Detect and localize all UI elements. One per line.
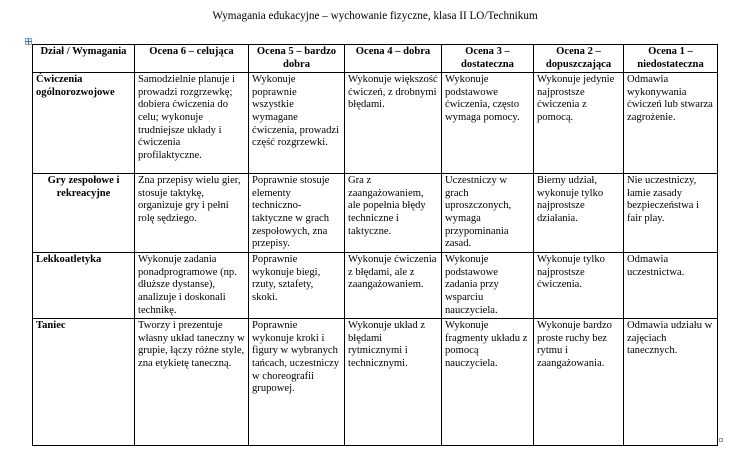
table-row	[33, 73, 718, 174]
table-cell: Wykonuje poprawnie wszystkie wymagane ćwiczenia, prowadzi część rozgrzewki.	[249, 73, 345, 174]
table-cell: Wykonuje większość ćwiczeń, z drobnymi błędami.	[345, 73, 442, 174]
document-title: Wymagania edukacyjne – wychowanie fizyczne, klasa II LO/Technikum	[212, 10, 538, 22]
table-cell: Wykonuje podstawowe zadania przy wsparciu nauczyciela.	[442, 253, 534, 319]
table-row	[33, 319, 718, 446]
header-cell: Ocena 2 – dopuszczająca	[534, 45, 624, 73]
table-cell: Gra z zaangażowaniem, ale popełnia błędy techniczne i taktyczne.	[345, 174, 442, 253]
table-cell: Wykonuje ćwiczenia z błędami, ale z zaangażowaniem.	[345, 253, 442, 319]
table-move-handle-icon[interactable]	[25, 38, 32, 45]
table-cell: Poprawnie wykonuje biegi, rzuty, sztafety, skoki.	[249, 253, 345, 319]
header-cell: Ocena 1 – niedostateczna	[624, 45, 718, 73]
table-cell: Zna przepisy wielu gier, stosuje taktykę, organizuje gry i pełni rolę sędziego.	[135, 174, 249, 253]
table-header-row	[33, 45, 718, 73]
table-cell: Bierny udział, wykonuje tylko najprostsze działania.	[534, 174, 624, 253]
category-cell: Gry zespołowe i rekreacyjne	[33, 174, 135, 253]
category-cell: Taniec	[33, 319, 135, 446]
table-cell: Poprawnie stosuje elementy techniczno-taktyczne w grach zespołowych, zna przepisy.	[249, 174, 345, 253]
table-cell: Odmawia wykonywania ćwiczeń lub stwarza zagrożenie.	[624, 73, 718, 174]
table-row	[33, 174, 718, 253]
table-resize-handle[interactable]	[719, 438, 723, 442]
table-cell: Wykonuje podstawowe ćwiczenia, często wymaga pomocy.	[442, 73, 534, 174]
requirements-table	[32, 44, 718, 446]
table-cell: Nie uczestniczy, łamie zasady bezpieczeństwa i fair play.	[624, 174, 718, 253]
header-cell: Ocena 3 – dostateczna	[442, 45, 534, 73]
table-cell: Wykonuje tylko najprostsze ćwiczenia.	[534, 253, 624, 319]
category-cell: Ćwiczenia ogólnorozwojowe	[33, 73, 135, 174]
header-cell: Dział / Wymagania	[33, 45, 135, 73]
table-cell: Odmawia uczestnictwa.	[624, 253, 718, 319]
header-cell: Ocena 6 – celująca	[135, 45, 249, 73]
header-cell: Ocena 4 – dobra	[345, 45, 442, 73]
table-cell: Wykonuje bardzo proste ruchy bez rytmu i zaangażowania.	[534, 319, 624, 446]
header-cell: Ocena 5 – bardzo dobra	[249, 45, 345, 73]
table-cell: Wykonuje fragmenty układu z pomocą nauczyciela.	[442, 319, 534, 446]
table-cell: Wykonuje jedynie najprostsze ćwiczenia z pomocą.	[534, 73, 624, 174]
table-cell: Wykonuje układ z błędami rytmicznymi i technicznymi.	[345, 319, 442, 446]
table-cell: Wykonuje zadania ponadprogramowe (np. dłuższe dystanse), analizuje i doskonali technikę.	[135, 253, 249, 319]
category-cell: Lekkoatletyka	[33, 253, 135, 319]
table-cell: Samodzielnie planuje i prowadzi rozgrzewkę; dobiera ćwiczenia do celu; wykonuje trudniejsze układy i ćwiczenia profilaktyczne.	[135, 73, 249, 174]
table-cell: Tworzy i prezentuje własny układ taneczny w grupie, łączy różne style, zna etykietę taneczną.	[135, 319, 249, 446]
table-cell: Odmawia udziału w zajęciach tanecznych.	[624, 319, 718, 446]
table-cell: Uczestniczy w grach uproszczonych, wymaga przypominania zasad.	[442, 174, 534, 253]
table-cell: Poprawnie wykonuje kroki i figury w wybranych tańcach, uczestniczy w choreografii grupowej.	[249, 319, 345, 446]
table-row	[33, 253, 718, 319]
